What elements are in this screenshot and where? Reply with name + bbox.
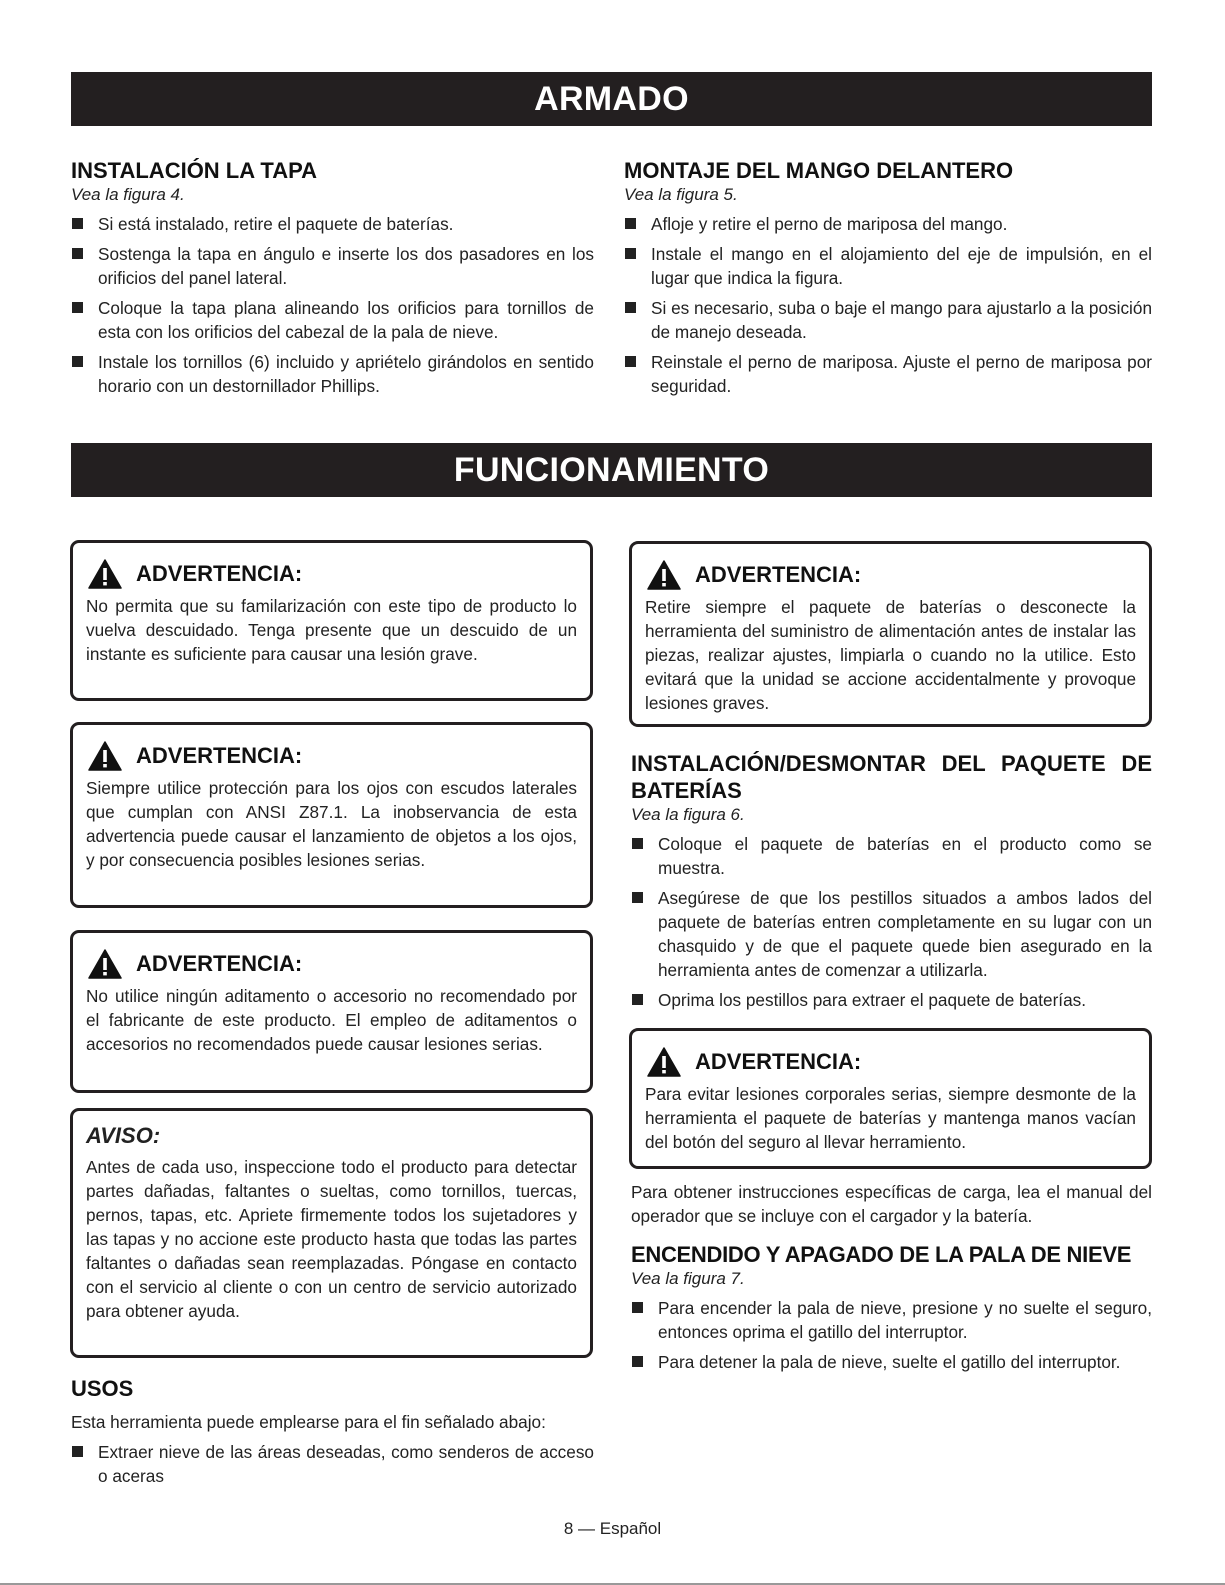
warning-label: ADVERTENCIA:	[136, 561, 303, 586]
list-item: Si está instalado, retire el paquete de baterías.	[71, 212, 594, 236]
warning-label: ADVERTENCIA:	[695, 562, 862, 587]
list-item: Para detener la pala de nieve, suelte el gatillo del interruptor.	[631, 1350, 1152, 1374]
warning-triangle-icon	[88, 949, 122, 979]
warning-text: No permita que su familarización con este tipo de producto lo vuelva descuidado. Tenga presente que un descuido de un instante es suficiente para causar una lesión grave.	[86, 596, 577, 664]
bullet-icon	[72, 218, 83, 229]
mango-section	[624, 158, 1152, 404]
bullet-icon	[632, 1302, 643, 1313]
tapa-list	[71, 212, 594, 398]
list-item: Oprima los pestillos para extraer el paquete de baterías.	[631, 988, 1152, 1012]
list-item: Instale el mango en el alojamiento del eje de impulsión, en el lugar que indica la figura.	[624, 242, 1152, 290]
encendido-figure-ref: Vea la figura 7.	[631, 1269, 745, 1288]
list-item: Si es necesario, suba o baje el mango para ajustarlo a la posición de manejo deseada.	[624, 296, 1152, 344]
usos-heading: USOS	[71, 1376, 134, 1401]
warning-triangle-icon	[88, 559, 122, 589]
bullet-icon	[72, 302, 83, 313]
bullet-icon	[72, 248, 83, 259]
bullet-icon	[632, 994, 643, 1005]
usos-list	[71, 1440, 594, 1488]
mango-heading: MONTAJE DEL MANGO DELANTERO	[624, 158, 1014, 183]
list-item: Para encender la pala de nieve, presione y no suelte el seguro, entonces oprima el gatillo del interruptor.	[631, 1296, 1152, 1344]
warning-label: ADVERTENCIA:	[136, 951, 303, 976]
encendido-heading: ENCENDIDO Y APAGADO DE LA PALA DE NIEVE	[631, 1242, 1132, 1267]
tapa-section	[71, 158, 594, 404]
bullet-icon	[632, 892, 643, 903]
warning-triangle-icon	[88, 741, 122, 771]
list-item: Instale los tornillos (6) incluido y apriételo girándolos en sentido horario con un destornillador Phillips.	[71, 350, 594, 398]
list-item: Asegúrese de que los pestillos situados a ambos lados del paquete de baterías entren completamente en su lugar con un chasquido y de que el paquete quede bien asegurado en la herramienta antes de comenzar a utilizarla.	[631, 886, 1152, 982]
notice-text: Antes de cada uso, inspeccione todo el producto para detectar partes dañadas, faltantes o sueltas, como tornillos, tuercas, pernos, tapas, etc. Apriete firmemente todos los sujetadores y las tapas y no accione este producto hasta que todas las partes faltantes o dañadas sean reemplazadas. Póngase en contacto con el servicio al cliente o con un centro de servicio autorizado para obtener ayuda.	[86, 1157, 577, 1321]
warning-box-1	[70, 540, 593, 701]
warning-label: ADVERTENCIA:	[136, 743, 303, 768]
bullet-icon	[625, 356, 636, 367]
bateria-section	[631, 750, 1152, 1018]
warning-triangle-icon	[647, 560, 681, 590]
encendido-list	[631, 1296, 1152, 1374]
warning-text: Retire siempre el paquete de baterías o desconecte la herramienta del suministro de alimentación antes de instalar las piezas, realizar ajustes, limpiarla o cuando no la utilice. Esto evitará que la unidad se accione accidentalmente y provoque lesiones graves.	[645, 597, 1136, 713]
warning-text: Para evitar lesiones corporales serias, siempre desmonte de la herramienta el paquete de baterías y mantenga manos vacían del botón del seguro al llevar herramiento.	[645, 1084, 1136, 1152]
bullet-icon	[72, 356, 83, 367]
bullet-icon	[72, 1446, 83, 1457]
section-banner-funcionamiento: FUNCIONAMIENTO	[71, 443, 1152, 497]
mango-list	[624, 212, 1152, 398]
warning-box-5	[629, 1028, 1152, 1169]
bullet-icon	[632, 1356, 643, 1367]
warning-box-4	[629, 541, 1152, 727]
usos-intro: Esta herramienta puede emplearse para el fin señalado abajo:	[71, 1412, 546, 1432]
charging-note: Para obtener instrucciones específicas de carga, lea el manual del operador que se incluye con el cargador y la batería.	[631, 1182, 1152, 1226]
notice-box	[70, 1108, 593, 1358]
bullet-icon	[625, 302, 636, 313]
bullet-icon	[625, 248, 636, 259]
list-item: Coloque el paquete de baterías en el producto como se muestra.	[631, 832, 1152, 880]
tapa-heading: INSTALACIÓN LA TAPA	[71, 158, 318, 183]
bullet-icon	[632, 838, 643, 849]
warning-box-2	[70, 722, 593, 908]
bateria-list	[631, 832, 1152, 1012]
mango-figure-ref: Vea la figura 5.	[624, 185, 738, 204]
tapa-figure-ref: Vea la figura 4.	[71, 185, 185, 204]
bateria-figure-ref: Vea la figura 6.	[631, 805, 745, 824]
list-item: Extraer nieve de las áreas deseadas, como senderos de acceso o aceras	[71, 1440, 594, 1488]
usos-section	[71, 1376, 594, 1494]
list-item: Reinstale el perno de mariposa. Ajuste el perno de mariposa por seguridad.	[624, 350, 1152, 398]
warning-text: No utilice ningún aditamento o accesorio no recomendado por el fabricante de este producto. El empleo de aditamentos o accesorios no recomendados puede causar lesiones serias.	[86, 986, 577, 1054]
warning-label: ADVERTENCIA:	[695, 1049, 862, 1074]
warning-triangle-icon	[647, 1047, 681, 1077]
bullet-icon	[625, 218, 636, 229]
notice-label: AVISO:	[86, 1123, 161, 1148]
encendido-section	[631, 1180, 1152, 1380]
bateria-heading: INSTALACIÓN/DESMONTAR DEL PAQUETE DE BATERÍAS	[631, 751, 1152, 803]
warning-box-3	[70, 930, 593, 1093]
warning-text: Siempre utilice protección para los ojos con escudos laterales que cumplan con ANSI Z87.1. La inobservancia de esta advertencia puede causar el lanzamiento de objetos a los ojos, y por consecuencia posibles lesiones serias.	[86, 778, 577, 870]
section-banner-armado: ARMADO	[71, 72, 1152, 126]
list-item: Afloje y retire el perno de mariposa del mango.	[624, 212, 1152, 236]
list-item: Coloque la tapa plana alineando los orificios para tornillos de esta con los orificios del cabezal de la pala de nieve.	[71, 296, 594, 344]
page-footer: 8 — Español	[563, 1519, 662, 1538]
list-item: Sostenga la tapa en ángulo e inserte los dos pasadores en los orificios del panel lateral.	[71, 242, 594, 290]
